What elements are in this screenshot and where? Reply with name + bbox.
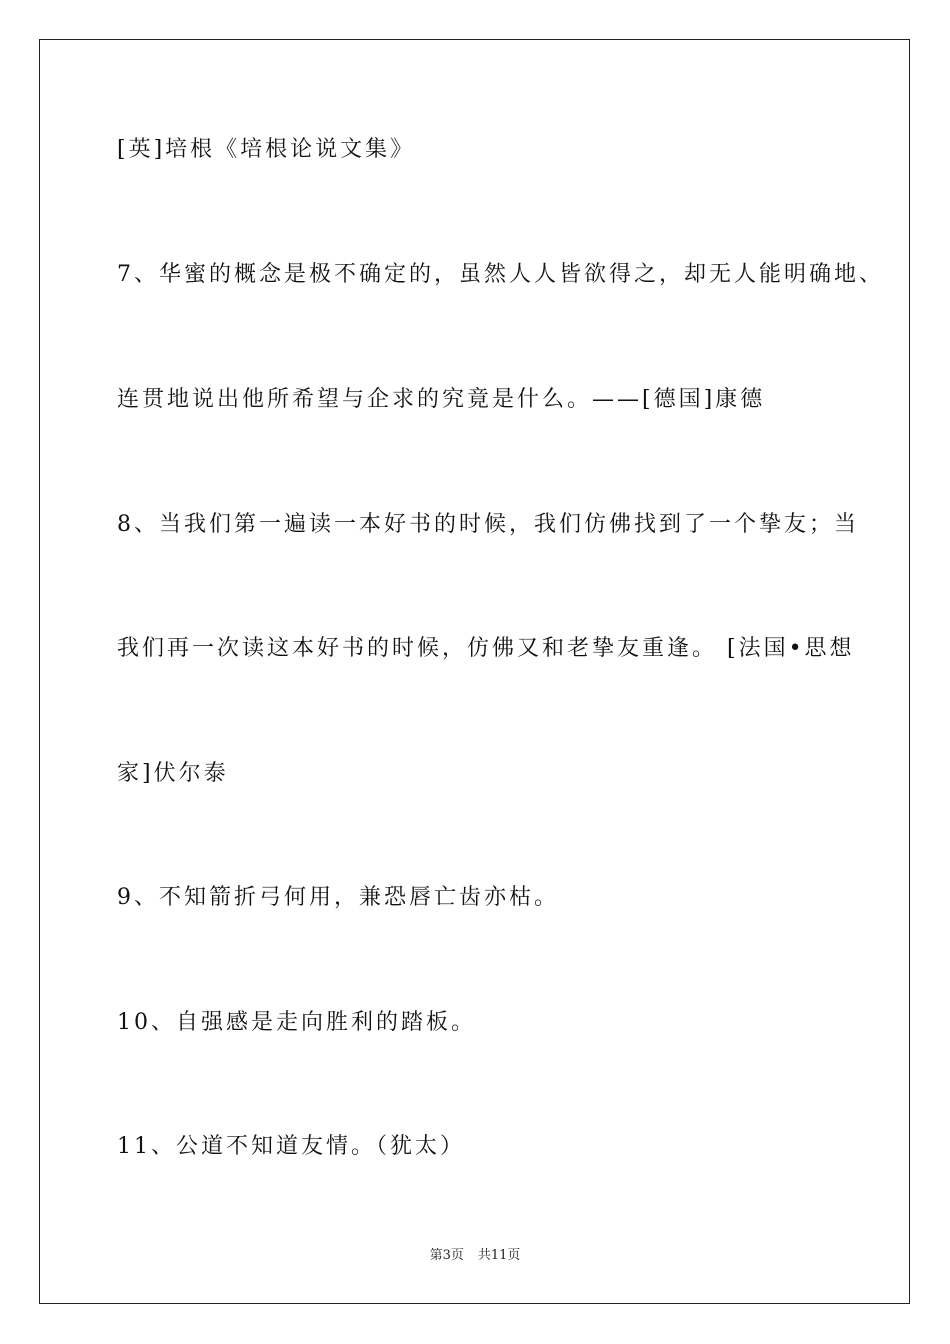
total-pages: 共11页: [477, 1248, 521, 1263]
page-footer: [0, 1248, 950, 1264]
text-line-quote-8-part-1: 8、当我们第一遍读一本好书的时候，我们仿佛找到了一个挚友；当: [117, 512, 859, 537]
text-line-quote-9: 9、不知箭折弓何用，兼恐唇亡齿亦枯。: [117, 885, 559, 910]
text-line-quote-8-part-2: 我们再一次读这本好书的时候，仿佛又和老挚友重逢。 [法国•思想: [117, 636, 855, 661]
text-line-quote-10: 10、自强感是走向胜利的踏板。: [117, 1010, 476, 1035]
text-line-quote-11: 11、公道不知道友情。（犹太）: [117, 1134, 465, 1159]
page-border: [39, 39, 910, 1304]
text-line-quote-8-part-3: 家]伏尔泰: [117, 761, 229, 786]
text-line-quote-7-part-2: 连贯地说出他所希望与企求的究竟是什么。——[德国]康德: [117, 387, 766, 412]
text-line-attribution-bacon: [英]培根《培根论说文集》: [117, 137, 416, 162]
text-line-quote-7-part-1: 7、华蜜的概念是极不确定的，虽然人人皆欲得之，却无人能明确地、: [117, 262, 884, 287]
page-number: 第3页: [429, 1248, 464, 1263]
